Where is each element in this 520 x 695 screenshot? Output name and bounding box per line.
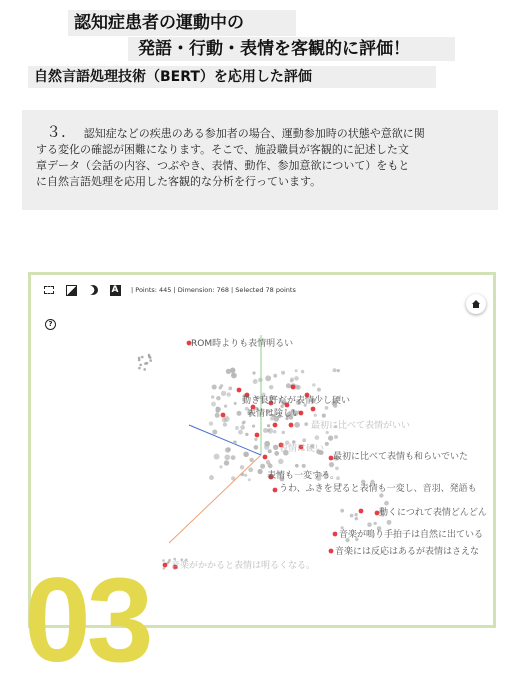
data-point[interactable] — [149, 359, 152, 362]
data-point[interactable] — [209, 475, 214, 480]
data-point[interactable] — [325, 406, 329, 410]
point-label[interactable]: ROM時よりも表情明るい — [191, 339, 294, 349]
data-point[interactable] — [234, 402, 237, 405]
data-point[interactable] — [273, 423, 278, 428]
data-point[interactable] — [214, 454, 220, 460]
point-label[interactable]: 音楽が鳴り手拍子は自然に出ている — [339, 530, 484, 540]
description-line-2: する変化の確認が困難になります。そこで、施設職員が客観的に記述した文 — [36, 143, 409, 156]
point-label[interactable]: 動くにつれて表情どんどん — [379, 508, 487, 518]
data-point[interactable] — [146, 362, 149, 365]
data-point[interactable] — [273, 430, 276, 433]
data-point[interactable] — [143, 368, 146, 371]
data-point[interactable] — [268, 449, 272, 453]
data-point[interactable] — [139, 364, 142, 367]
data-point[interactable] — [209, 421, 213, 425]
data-point[interactable] — [294, 422, 300, 428]
data-point[interactable] — [269, 385, 273, 389]
data-point[interactable] — [248, 478, 251, 481]
data-point[interactable] — [286, 383, 291, 388]
data-point[interactable] — [295, 464, 299, 468]
data-point[interactable] — [236, 411, 241, 416]
data-point[interactable] — [328, 435, 333, 440]
data-point[interactable] — [254, 438, 257, 441]
title-line-1: 認知症患者の運動中の — [68, 10, 296, 36]
data-point[interactable] — [326, 431, 329, 434]
data-point[interactable] — [354, 513, 357, 516]
data-point[interactable] — [224, 460, 229, 465]
help-icon[interactable]: ? — [45, 319, 56, 330]
data-point[interactable] — [138, 367, 141, 370]
point-label[interactable]: うわ、ふきを見ると表情も一変し、音羽、発語も — [279, 484, 477, 494]
data-point[interactable] — [138, 357, 141, 360]
data-point[interactable] — [212, 429, 217, 434]
data-point[interactable] — [233, 440, 237, 444]
point-label[interactable]: 音楽には反応はあるが表情はさえな — [335, 547, 480, 557]
data-point[interactable] — [221, 413, 226, 418]
data-point[interactable] — [325, 442, 329, 446]
data-point[interactable] — [240, 425, 245, 430]
data-point[interactable] — [211, 395, 214, 398]
data-point[interactable] — [149, 356, 152, 359]
data-point[interactable] — [248, 467, 253, 472]
data-point[interactable] — [329, 462, 334, 467]
data-point[interactable] — [315, 435, 320, 440]
data-point[interactable] — [384, 501, 389, 506]
data-point[interactable] — [249, 458, 253, 462]
data-point[interactable] — [212, 384, 217, 389]
data-point[interactable] — [260, 464, 265, 469]
point-label[interactable]: 表情は硬い — [279, 444, 325, 454]
data-point[interactable] — [329, 549, 334, 554]
data-point[interactable] — [226, 447, 231, 452]
data-point[interactable] — [311, 407, 316, 412]
data-point[interactable] — [224, 454, 230, 460]
point-label[interactable]: 最初に比べて表情も和らいでいた — [333, 452, 469, 462]
data-point[interactable] — [163, 563, 168, 568]
data-point[interactable] — [355, 517, 359, 521]
data-point[interactable] — [302, 464, 306, 468]
data-point[interactable] — [335, 466, 339, 470]
data-point[interactable] — [312, 383, 315, 386]
data-point[interactable] — [237, 388, 242, 393]
data-point[interactable] — [235, 426, 239, 430]
data-point[interactable] — [223, 422, 227, 426]
data-point[interactable] — [314, 414, 317, 417]
data-point[interactable] — [333, 532, 338, 537]
data-point[interactable] — [322, 414, 326, 418]
data-point[interactable] — [273, 488, 278, 493]
data-point[interactable] — [238, 430, 243, 435]
data-point[interactable] — [252, 424, 255, 427]
data-point[interactable] — [374, 522, 377, 525]
point-label[interactable]: 表情も一変する。 — [267, 471, 340, 481]
data-point[interactable] — [257, 469, 262, 474]
data-point[interactable] — [301, 370, 304, 373]
data-point[interactable] — [267, 424, 270, 427]
data-point[interactable] — [216, 396, 220, 400]
axis-z — [169, 455, 261, 543]
data-point[interactable] — [224, 404, 227, 407]
description-line-3: 章データ（会話の内容、つぶやき、表情、動作、参加意欲について）をもと — [36, 159, 410, 172]
data-point[interactable] — [333, 368, 337, 372]
data-point[interactable] — [282, 431, 285, 434]
data-point[interactable] — [162, 559, 165, 562]
section-number: 03 — [24, 553, 150, 687]
data-point[interactable] — [387, 520, 392, 525]
data-point[interactable] — [219, 386, 222, 389]
data-point[interactable] — [341, 526, 344, 529]
data-point[interactable] — [163, 567, 166, 570]
data-point[interactable] — [258, 378, 263, 383]
data-point[interactable] — [295, 369, 298, 372]
data-point[interactable] — [222, 417, 227, 422]
data-point[interactable] — [242, 422, 245, 425]
data-point[interactable] — [291, 385, 296, 390]
projector-stats: | Points: 445 | Dimension: 768 | Selected 78 points — [131, 286, 296, 294]
data-point[interactable] — [294, 376, 298, 380]
data-point[interactable] — [245, 433, 248, 436]
data-point[interactable] — [141, 356, 144, 359]
data-point[interactable] — [267, 429, 270, 432]
point-label[interactable]: 音楽がかかると表情は明るくなる。 — [171, 561, 316, 571]
data-point[interactable] — [211, 402, 216, 407]
data-point[interactable] — [255, 433, 260, 438]
data-point[interactable] — [148, 354, 151, 357]
data-point[interactable] — [273, 374, 277, 378]
subtitle: 自然言語処理技術（BERT）を応用した評価 — [28, 66, 436, 88]
data-point[interactable] — [219, 465, 222, 468]
point-label[interactable]: 最初に比べて表情がいい — [311, 421, 411, 431]
data-point[interactable] — [334, 435, 338, 439]
data-point[interactable] — [240, 465, 244, 469]
data-point[interactable] — [317, 388, 321, 392]
data-point[interactable] — [226, 369, 231, 374]
data-point[interactable] — [359, 509, 364, 514]
data-point[interactable] — [243, 452, 249, 458]
title-line-2: 発語・行動・表情を客観的に評価！ — [128, 37, 455, 61]
data-point[interactable] — [254, 445, 259, 450]
data-point[interactable] — [231, 455, 236, 460]
data-point[interactable] — [278, 459, 284, 465]
description-line-1: 認知症などの疾患のある参加者の場合、運動参加時の状態や意欲に関 — [83, 127, 425, 140]
data-point[interactable] — [227, 392, 231, 396]
description-box — [22, 110, 498, 210]
data-point[interactable] — [244, 474, 247, 477]
data-point[interactable] — [216, 407, 220, 411]
data-point[interactable] — [215, 413, 220, 418]
data-point[interactable] — [350, 514, 354, 518]
data-point[interactable] — [290, 379, 293, 382]
data-point[interactable] — [253, 379, 258, 384]
data-point[interactable] — [173, 558, 176, 561]
data-point[interactable] — [221, 391, 226, 396]
data-point[interactable] — [264, 444, 269, 449]
data-point[interactable] — [340, 509, 344, 513]
data-point[interactable] — [267, 463, 271, 467]
label-icon[interactable]: A — [109, 284, 121, 296]
data-point[interactable] — [231, 476, 235, 480]
data-point[interactable] — [252, 371, 255, 374]
data-point[interactable] — [265, 375, 271, 381]
data-point[interactable] — [304, 422, 308, 426]
description-line-4: に自然言語処理を応用した客観的な分析を行っています。 — [36, 175, 322, 188]
data-point[interactable] — [337, 369, 340, 372]
data-point[interactable] — [367, 522, 372, 527]
point-label[interactable]: 動き良好だが表情少し硬い — [242, 396, 351, 406]
data-point[interactable] — [240, 473, 244, 477]
data-point[interactable] — [263, 455, 268, 460]
data-point[interactable] — [302, 438, 306, 442]
data-point[interactable] — [228, 386, 232, 390]
data-point[interactable] — [281, 371, 285, 375]
data-point[interactable] — [289, 423, 294, 428]
description-number: ３. — [46, 123, 66, 141]
point-label[interactable]: 表情は険しい — [247, 409, 302, 419]
data-point[interactable] — [273, 445, 278, 450]
